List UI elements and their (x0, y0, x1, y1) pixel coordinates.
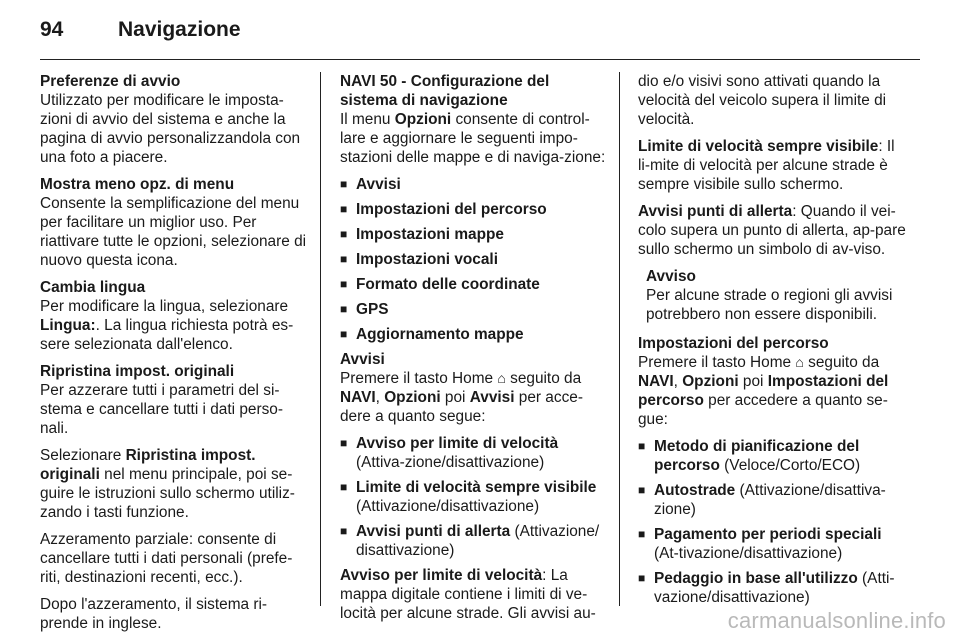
column-divider (619, 72, 620, 606)
bold-term: Impostazioni del percorso (638, 373, 889, 409)
options-menu-list (340, 175, 608, 344)
home-icon: ⌂ (497, 370, 506, 386)
section-title: Ripristina impost. originali (40, 363, 235, 380)
bold-term: Avviso per limite di velocità (340, 567, 543, 584)
section-fewer-menu-options (40, 175, 308, 270)
page-header (40, 18, 920, 58)
route-settings-list (638, 437, 908, 607)
bold-term: Ripristina impost. originali (40, 447, 256, 483)
column-middle (340, 72, 608, 631)
text-run: poi (440, 389, 470, 406)
list-item (340, 478, 608, 516)
section-title: Preferenze di avvio (40, 73, 181, 90)
list-item: ■ Aggiornamento mappe (340, 325, 608, 344)
bold-term: Avvisi punti di allerta (638, 203, 793, 220)
bold-term: Opzioni (384, 389, 441, 406)
column-left (40, 72, 308, 641)
list-item (638, 437, 908, 475)
section-warnings (340, 350, 608, 623)
text-run: consente di control-lare e aggiornare le seguenti impo-stazioni delle mappe e di naviga-zione: (340, 111, 606, 166)
bold-term: Metodo di pianificazione del percorso (654, 438, 860, 474)
text-run: : Quando il vei-colo supera un punto di allerta, ap-pare sullo schermo un simbolo di av-viso. (638, 203, 906, 258)
bold-term: Avviso per limite di velocità (356, 435, 559, 452)
header-rule (40, 59, 920, 60)
list-item: ■ Formato delle coordinate (340, 275, 608, 294)
text-run: (Attiva-zione/disattivazione) (356, 454, 545, 471)
chapter-title: Navigazione (118, 18, 241, 41)
text-run: seguito da (505, 370, 582, 387)
note-body: Per alcune strade o regioni gli avvisi potrebbero non essere disponibili. (646, 287, 893, 323)
section-body (340, 110, 608, 167)
section-startup-prefs (40, 72, 308, 167)
section-body (638, 353, 908, 429)
bold-term: Lingua: (40, 317, 96, 334)
section-route-settings (638, 334, 908, 607)
text-run: . La lingua richiesta potrà es-sere selezionata dall'elenco. (40, 317, 294, 353)
note-title: Avviso (646, 268, 696, 285)
text-run: per acce-dere a quanto segue: (340, 389, 583, 425)
list-item (638, 525, 908, 563)
list-item: ■ Impostazioni del percorso (340, 200, 608, 219)
text-run: (Veloce/Corto/ECO) (719, 457, 861, 474)
section-body: Utilizzato per modificare le imposta-zioni di avvio del sistema e anche la pagina di avvio personalizzandola con una foto a piacere. (40, 92, 301, 166)
section-navi50-config (340, 72, 608, 167)
section-title: Avvisi (340, 351, 385, 368)
bold-term: Limite di velocità sempre visibile (638, 138, 879, 155)
home-icon: ⌂ (795, 354, 804, 370)
list-item (638, 569, 908, 607)
paragraph: Azzeramento parziale: consente di cancellare tutti i dati personali (prefe-riti, destinazioni recenti, ecc.). (40, 531, 293, 586)
bold-term: Avvisi (469, 389, 515, 406)
section-body: Per azzerare tutti i parametri del si-stema e cancellare tutti i dati perso-nali. (40, 382, 283, 437)
section-body: Consente la semplificazione del menu per facilitare un miglior uso. Per riattivare tutte le opzioni, selezionare di nuovo questa icona. (40, 195, 307, 269)
bold-term: Limite di velocità sempre visibile (356, 479, 597, 496)
section-change-language (40, 278, 308, 354)
text-run: , (375, 389, 385, 406)
section-factory-reset (40, 362, 308, 633)
bold-term: Pagamento per periodi speciali (654, 526, 882, 543)
text-run: Il menu (340, 111, 395, 128)
text-run: Premere il tasto Home (638, 354, 796, 371)
text-run: per accedere a quanto se-gue: (638, 392, 888, 428)
bold-term: Opzioni (682, 373, 739, 390)
column-divider (320, 72, 321, 606)
paragraph (40, 446, 308, 522)
text-run: : Il li-mite di velocità per alcune strade è sempre visibile sullo schermo. (638, 138, 895, 193)
section-body (340, 369, 608, 426)
text-run: nel menu principale, poi se-guire le istruzioni sullo schermo utiliz-zando i tasti funzione. (40, 466, 295, 521)
list-item (638, 481, 908, 519)
warnings-list (340, 434, 608, 560)
list-item: ■ Impostazioni mappe (340, 225, 608, 244)
bold-term: NAVI (340, 389, 376, 406)
bold-term: Avvisi punti di allerta (356, 523, 511, 540)
text-run: (At-tivazione/disattivazione) (654, 545, 843, 562)
paragraph (638, 202, 908, 259)
list-item: ■ Avvisi (340, 175, 608, 194)
bold-term: Autostrade (654, 482, 736, 499)
list-item (340, 434, 608, 472)
section-title: NAVI 50 - Configurazione del sistema di navigazione (340, 73, 550, 109)
text-run: Selezionare (40, 447, 126, 464)
list-item: ■ GPS (340, 300, 608, 319)
text-run: (Atti-vazione/disattivazione) (654, 570, 895, 606)
section-title: Impostazioni del percorso (638, 335, 829, 352)
bold-term: Pedaggio in base all'utilizzo (654, 570, 858, 587)
column-right (638, 72, 908, 613)
text-run: , (673, 373, 683, 390)
watermark: carmanualsonline.info (727, 608, 946, 633)
list-item: ■ Impostazioni vocali (340, 250, 608, 269)
text-run: : La mappa digitale contiene i limiti di ve-locità per alcune strade. Gli avvisi au- (340, 567, 596, 622)
section-body (40, 297, 308, 354)
page-number: 94 (40, 18, 64, 41)
section-title: Cambia lingua (40, 279, 146, 296)
paragraph (638, 137, 908, 194)
paragraph (340, 566, 608, 623)
paragraph: Dopo l'azzeramento, il sistema ri-prende in inglese. (40, 596, 268, 632)
paragraph: dio e/o visivi sono attivati quando la velocità del veicolo supera il limite di velocità. (638, 73, 887, 128)
section-title: Mostra meno opz. di menu (40, 176, 235, 193)
note-box (638, 267, 908, 324)
text-run: (Attivazione/disattivazione) (356, 498, 540, 515)
list-item (340, 522, 608, 560)
text-run: (Attivazione/disattiva-zione) (654, 482, 886, 518)
text-run: Per modificare la lingua, selezionare (40, 298, 289, 315)
text-run: poi (738, 373, 768, 390)
bold-term: Opzioni (394, 111, 452, 128)
text-run: seguito da (803, 354, 880, 371)
text-run: (Attivazione/ disattivazione) (356, 523, 600, 559)
text-run: Premere il tasto Home (340, 370, 498, 387)
bold-term: NAVI (638, 373, 674, 390)
